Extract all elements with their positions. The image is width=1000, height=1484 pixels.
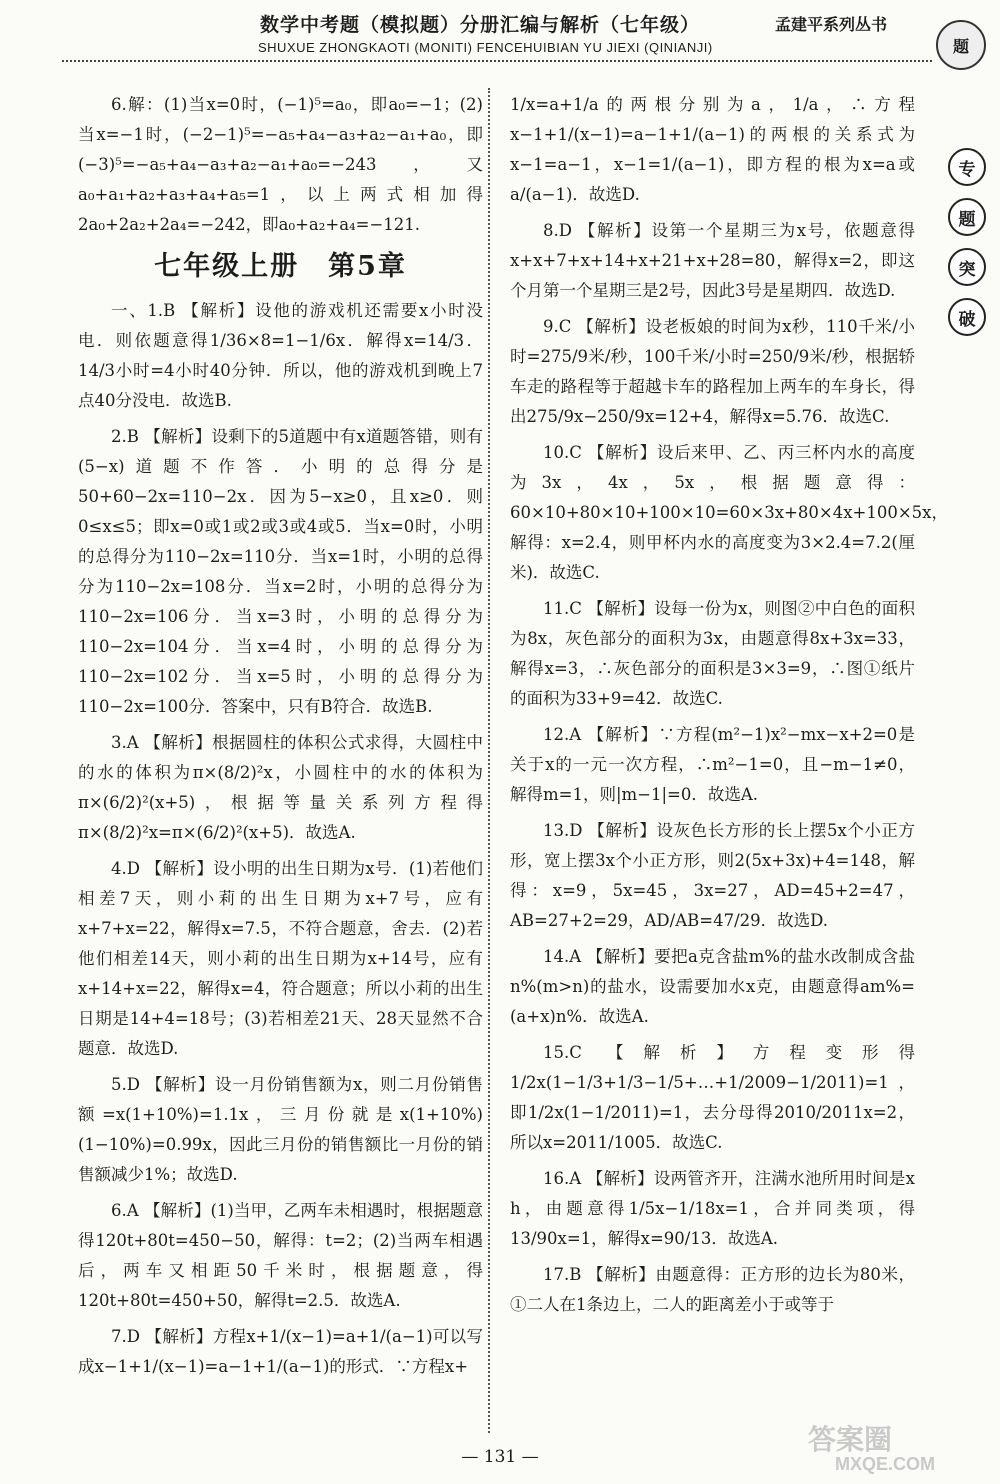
answer-paragraph: 16.A 【解析】设两管齐开，注满水池所用时间是x h，由题意得1/5x−1/18x=1，合并同类项，得13/90x=1，解得x=90/13．故选A. xyxy=(510,1169,915,1248)
answer-paragraph: 15.C 【解析】方程变形得1/2x(1−1/3+1/3−1/5+…+1/2009−1/2011)=1，即1/2x(1−1/2011)=1，去分母得2010/2011x=2，所以x=2011/1005．故选C. xyxy=(510,1043,915,1152)
answer-paragraph: 6.解：(1)当x=0时，(−1)⁵=a₀，即a₀=−1；(2)当x=−1时，(−2−1)⁵=−a₅+a₄−a₃+a₂−a₁+a₀，即(−3)⁵=−a₅+a₄−a₃+a₂−a₁+a₀=−243，又a₀+a₁+a₂+a₃+a₄+a₅=1，以上两式相加得2a₀+2a₂+2a₄=−242，即a₀+a₂+a₄=−121. xyxy=(78,95,483,234)
answer-paragraph: 14.A 【解析】要把a克含盐m%的盐水改制成含盐n%(m>n)的盐水，设需要加水x克，由题意得am%=(a+x)n%．故选A. xyxy=(510,947,915,1026)
answer-paragraph: 11.C 【解析】设每一份为x，则图②中白色的面积为8x，灰色部分的面积为3x，由题意得8x+3x=33，解得x=3，∴灰色部分的面积是3×3=9，∴图①纸片的面积为33+9=42．故选C. xyxy=(510,599,915,708)
side-tab-3: 突 xyxy=(948,248,986,286)
side-tab-4: 破 xyxy=(948,298,986,336)
answer-paragraph: 10.C 【解析】设后来甲、乙、丙三杯内水的高度为3x，4x，5x，根据题意得：60×10+80×10+100×10=60×3x+80×4x+100×5x，解得：x=2.4，则甲杯内水的高度变为3×2.4=7.2(厘米)．故选C. xyxy=(510,443,948,582)
page-number: — 131 — xyxy=(461,1447,539,1467)
chapter-title: 七年级上册 第5章 xyxy=(154,251,407,282)
header-pinyin: SHUXUE ZHONGKAOTI (MONITI) FENCEHUIBIAN YU JIEXI (QINIANJI) xyxy=(258,40,713,55)
left-column xyxy=(78,90,483,1388)
side-tab-1: 专 xyxy=(948,148,986,186)
side-tab-2: 题 xyxy=(948,198,986,236)
series-logo-icon: 题 xyxy=(936,20,986,70)
answer-paragraph: 5.D 【解析】设一月份销售额为x，则二月份销售额=x(1+10%)=1.1x，三月份就是x(1+10%)(1−10%)=0.99x，因此三月份的销售额比一月份的销售额减少1%；故选D. xyxy=(78,1075,483,1184)
right-column xyxy=(510,90,948,1326)
answer-paragraph: 12.A 【解析】∵方程(m²−1)x²−mx−x+2=0是关于x的一元一次方程，∴m²−1=0，且−m−1≠0，解得m=1，则|m−1|=0．故选A. xyxy=(510,725,915,804)
answer-paragraph: 一、1.B 【解析】设他的游戏机还需要x小时没电．则依题意得1/36×8=1−1/6x．解得x=14/3．14/3小时=4小时40分钟．所以，他的游戏机到晚上7点40分没电．故选B. xyxy=(78,301,483,410)
watermark-url: MXQE.COM xyxy=(835,1454,936,1474)
answer-paragraph: 2.B 【解析】设剩下的5道题中有x道题答错，则有(5−x)道题不作答．小明的总得分是50+60−2x=110−2x．因为5−x≥0，且x≥0．则0≤x≤5；即x=0或1或2或3或4或5．当x=0时，小明的总得分为110−2x=110分．当x=1时，小明的总得分为110−2x=108分．当x=2时，小明的总得分为110−2x=106分．当x=3时，小明的总得分为110−2x=104分．当x=4时，小明的总得分为110−2x=102分．当x=5时，小明的总得分为110−2x=100分．答案中，只有B符合．故选B. xyxy=(78,427,483,716)
answer-paragraph: 17.B 【解析】由题意得：正方形的边长为80米，①二人在1条边上，二人的距离差小于或等于 xyxy=(510,1265,915,1314)
answer-paragraph: 8.D 【解析】设第一个星期三为x号，依题意得x+x+7+x+14+x+21+x+28=80，解得x=2，即这个月第一个星期三是2号，因此3号是星期四．故选D. xyxy=(510,221,915,300)
answer-paragraph: 13.D 【解析】设灰色长方形的长上摆5x个小正方形，宽上摆3x个小正方形，则2(5x+3x)+4=148，解得：x=9，5x=45，3x=27，AD=45+2=47，AB=27+2=29，AD/AB=47/29．故选D. xyxy=(510,821,915,930)
answer-paragraph: 4.D 【解析】设小明的出生日期为x号．(1)若他们相差7天，则小莉的出生日期为x+7号，应有x+7+x=22，解得x=7.5，不符合题意，舍去．(2)若他们相差14天，则小莉的出生日期为x+14号，应有x+14+x=22，解得x=4，符合题意；所以小莉的出生日期是14+4=18号；(3)若相差21天、28天显然不合题意．故选D. xyxy=(78,859,483,1058)
answer-paragraph: 1/x=a+1/a的两根分别为a，1/a，∴方程x−1+1/(x−1)=a−1+1/(a−1)的两根的关系式为x−1=a−1，x−1=1/(a−1)，即方程的根为x=a或a/(a−1)．故选D. xyxy=(510,95,915,204)
answer-paragraph: 3.A 【解析】根据圆柱的体积公式求得，大圆柱中的水的体积为π×(8/2)²x，小圆柱中的水的体积为π×(6/2)²(x+5)，根据等量关系列方程得π×(8/2)²x=π×(6/2)²(x+5)．故选A. xyxy=(78,733,483,842)
header-series: 孟建平系列丛书 xyxy=(775,15,888,34)
header-divider xyxy=(62,60,932,62)
watermark: 答案圈 xyxy=(808,1424,893,1455)
answer-paragraph: 9.C 【解析】设老板娘的时间为x秒，110千米/小时=275/9米/秒，100千米/小时=250/9米/秒，根据轿车走的路程等于超越卡车的路程加上两车的车身长，得出275/9x−250/9x=12+4，解得x=5.76．故选C. xyxy=(510,317,915,426)
answer-paragraph: 6.A 【解析】(1)当甲，乙两车未相遇时，根据题意得120t+80t=450−50，解得：t=2；(2)当两车相遇后，两车又相距50千米时，根据题意，得120t+80t=450+50，解得t=2.5．故选A. xyxy=(78,1201,483,1310)
column-divider xyxy=(488,88,490,1433)
header-title: 数学中考题（模拟题）分册汇编与解析（七年级） xyxy=(260,14,701,36)
answer-paragraph: 7.D 【解析】方程x+1/(x−1)=a+1/(a−1)可以写成x−1+1/(x−1)=a−1+1/(a−1)的形式．∵方程x+ xyxy=(78,1327,483,1376)
